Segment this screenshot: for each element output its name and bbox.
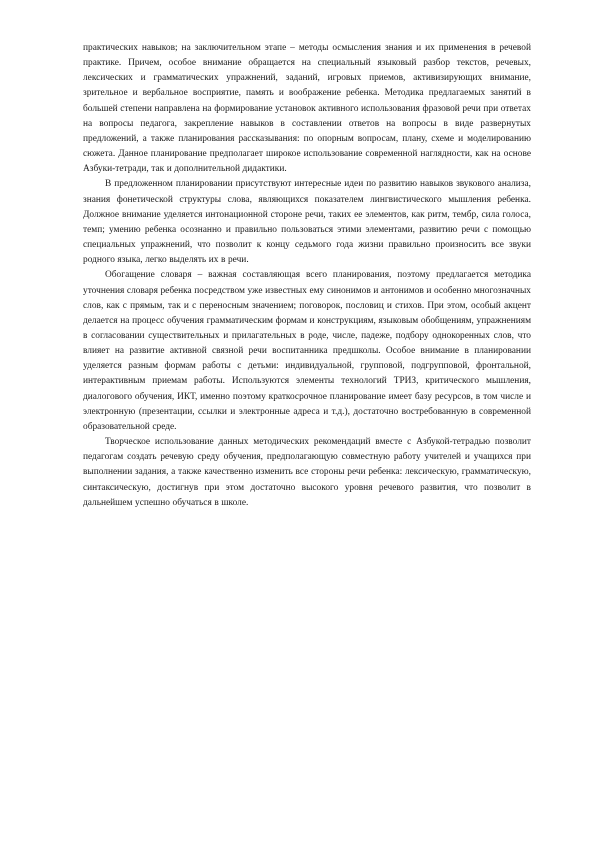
paragraph-1: практических навыков; на заключительном этапе – методы осмысления знания и их применения в речевой практике. Причем, особое внимание обращается на специальный языковый разбор текстов, речевых, лексических и грамматических упражнений, заданий, игровых приемов, активизирующих внимание, зрительное и вербальное восприятие, память и воображение ребенка. Методика предлагаемых занятий в большей степени направлена на формирование установок активного использования фразовой речи при ответах на вопросы педагога, закрепление навыков в составлении ответов на вопросы в виде развернутых предложений, а также планирования рассказывания: по опорным вопросам, плану, схеме и моделированию сюжета. Данное планирование предполагает широкое использование современной наглядности, как на основе Азбуки-тетради, так и дополнительной дидактики. [83, 43, 531, 175]
paragraph-4: Творческое использование данных методических рекомендаций вместе с Азбукой-тетрадью позволит педагогам создать речевую среду обучения, предполагающую совместную работу учителей и учащихся при выполнении задания, а также качественно изменить все стороны речи ребенка: лексическую, грамматическую, синтаксическую, достигнув при этом достаточно высокого уровня речевого развития, что позволит в дальнейшем успешно обучаться в школе. [83, 437, 531, 508]
document-body [83, 41, 531, 511]
paragraph-2: В предложенном планировании присутствуют интересные идеи по развитию навыков звукового анализа, знания фонетической структуры слова, являющихся показателем лингвистического мышления ребенка. Должное внимание уделяется интонационной стороне речи, таких ее элементов, как ритм, тембр, сила голоса, темп; умению ребенка осознанно и правильно пользоваться этими элементами, развитию речи с помощью специальных упражнений, что позволит к концу седьмого года жизни правильно произносить все звуки родного языка, легко выделять их в речи. [83, 179, 531, 266]
paragraph-3: Обогащение словаря – важная составляющая всего планирования, поэтому предлагается методика уточнения словаря ребенка посредством уже известных ему синонимов и антонимов и особенно многозначных слов, как с прямым, так и с переносным значением; поговорок, пословиц и стихов. При этом, особый акцент делается на процесс обучения грамматическим формам и конструкциям, языковым обобщениям, упражнениям в согласовании существительных и прилагательных в роде, числе, падеже, подбору однокоренных слов, что влияет на развитие активной связной речи воспитанника предшколы. Особое внимание в планировании уделяется разным формам работы с детьми: индивидуальной, групповой, подгрупповой, фронтальной, интерактивным приемам работы. Используются элементы технологий ТРИЗ, критического мышления, диалогового обучения, ИКТ, именно поэтому краткосрочное планирование имеет базу ресурсов, в том числе и электронную (презентации, ссылки и электронные адреса и т.д.), достаточно востребованную в современной образовательной среде. [83, 270, 531, 432]
